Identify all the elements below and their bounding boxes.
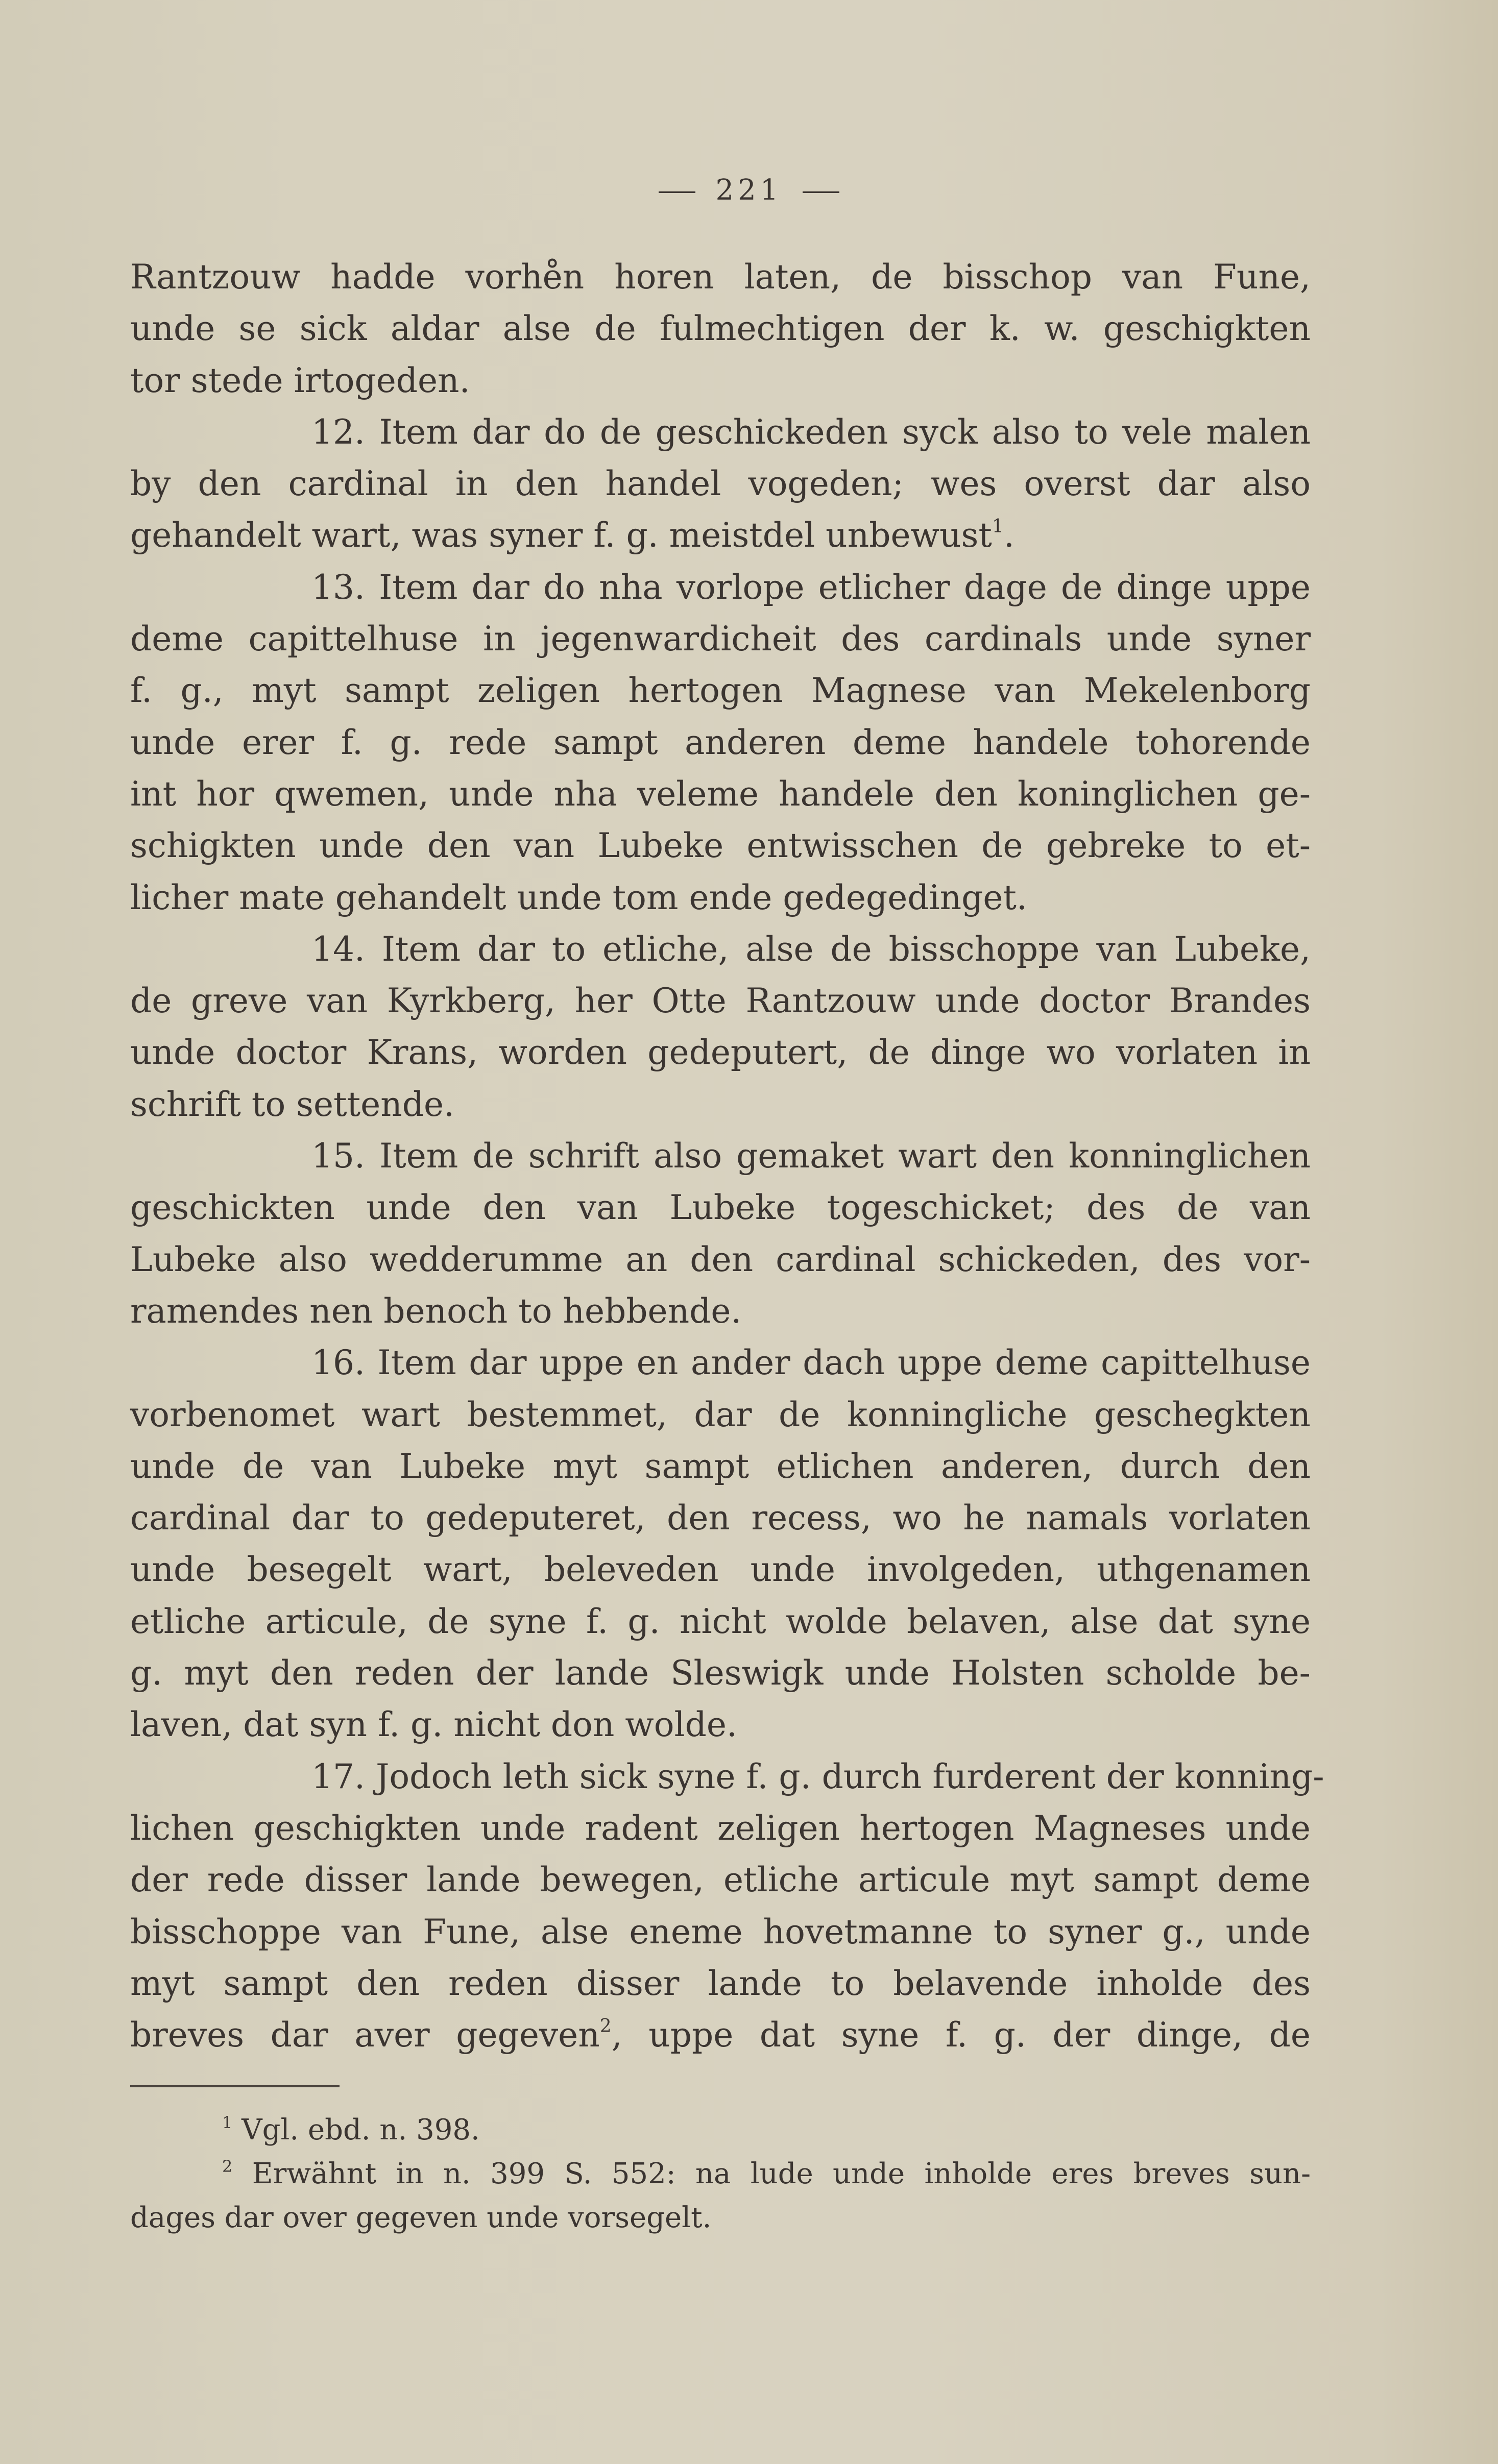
footnote-reference[interactable]: 1 [992, 516, 1004, 538]
text-line-content: Rantzouw hadde vorhe̊n horen laten, de bisschop van Fune, [130, 257, 1311, 297]
text-line-content: laven, dat syn f. g. nicht don wolde. [130, 1705, 737, 1745]
footnote-separator [130, 2085, 340, 2087]
text-line [130, 406, 1311, 458]
text-line-content: cardinal dar to gedeputeret, den recess, wo he namals vorlaten [130, 1498, 1311, 1538]
text-line-content: lichen geschigkten unde radent zeligen hertogen Magneses unde [130, 1808, 1311, 1848]
footnote-text: Erwähnt in n. 399 S. 552: na lude unde inholde eres breves sun- [252, 2157, 1311, 2190]
text-line [130, 975, 1311, 1027]
text-line-content: f. g., myt sampt zeligen hertogen Magnese van Mekelenborg [130, 671, 1311, 711]
text-line [130, 562, 1311, 613]
text-line-content: 12. Item dar do de geschickeden syck also to vele malen [311, 412, 1311, 452]
text-line-content: g. myt den reden der lande Sleswigk unde Holsten scholde be- [130, 1653, 1311, 1693]
text-line-content: geschickten unde den van Lubeke togeschicket; des de van [130, 1188, 1311, 1228]
text-line-content: ramendes nen benoch to hebbende. [130, 1291, 742, 1331]
text-line [130, 1492, 1311, 1544]
text-line-content: deme capittelhuse in jegenwardicheit des cardinals unde syner [130, 619, 1311, 659]
text-line-content: schrift to settende. [130, 1084, 454, 1124]
text-line [130, 355, 1311, 406]
header-dash-right [803, 191, 839, 193]
footnote-reference[interactable]: 2 [599, 2016, 612, 2037]
text-line [130, 1906, 1311, 1958]
main-text [130, 251, 1324, 2061]
text-line [130, 1751, 1324, 1802]
text-line-content: gehandelt wart, was syner f. g. meistdel unbewust [130, 516, 992, 555]
text-line-content: int hor qwemen, unde nha veleme handele den koninglichen ge- [130, 774, 1311, 814]
text-line-content: Lubeke also wedderumme an den cardinal schickeden, des vor- [130, 1239, 1311, 1279]
text-line-content: by den cardinal in den handel vogeden; wes overst dar also [130, 464, 1311, 504]
text-line-tail: . [1003, 516, 1014, 555]
text-line-content: schigkten unde den van Lubeke entwisschen de gebreke to et- [130, 826, 1311, 866]
text-line [130, 1958, 1311, 2009]
text-line-content: licher mate gehandelt unde tom ende gedegedinget. [130, 877, 1027, 917]
text-line-tail: , uppe dat syne f. g. der dinge, de [611, 2015, 1311, 2055]
text-line [130, 1854, 1311, 1906]
text-line [130, 1802, 1311, 1854]
text-line-content: der rede disser lande bewegen, etliche articule myt sampt deme [130, 1860, 1311, 1900]
text-line-content: etliche articule, de syne f. g. nicht wolde belaven, alse dat syne [130, 1601, 1311, 1641]
text-line [130, 1182, 1311, 1233]
text-line [130, 1079, 1311, 1130]
text-line-content: unde erer f. g. rede sampt anderen deme handele tohorende [130, 722, 1311, 762]
text-line [130, 303, 1311, 354]
footnote-marker: 2 [222, 2157, 233, 2176]
text-line-content: 15. Item de schrift also gemaket wart den konninglichen [311, 1136, 1311, 1176]
text-line-content: de greve van Kyrkberg, her Otte Rantzouw unde doctor Brandes [130, 981, 1311, 1021]
text-line-content: unde de van Lubeke myt sampt etlichen anderen, durch den [130, 1446, 1311, 1486]
text-line [130, 872, 1311, 923]
text-line-content: tor stede irtogeden. [130, 360, 470, 400]
text-line [130, 1130, 1311, 1182]
text-line [130, 2009, 1311, 2061]
text-line-content: unde besegelt wart, beleveden unde involgeden, uthgenamen [130, 1550, 1311, 1590]
text-line [130, 1337, 1311, 1388]
text-line [130, 1647, 1311, 1699]
text-line [130, 717, 1311, 768]
text-line [130, 509, 1311, 561]
text-line [130, 665, 1311, 716]
footnote-marker: 1 [222, 2113, 233, 2132]
text-line-content: 17. Jodoch leth sick syne f. g. durch furderent der konning- [311, 1756, 1324, 1796]
text-line [130, 1699, 1311, 1750]
text-line [130, 1441, 1311, 1492]
page-number: 221 [715, 174, 783, 207]
text-line-content: 16. Item dar uppe en ander dach uppe deme capittelhuse [311, 1343, 1311, 1383]
text-line [130, 251, 1311, 303]
footnote-line [130, 2108, 1311, 2152]
text-line [130, 1596, 1311, 1647]
text-line [130, 1389, 1311, 1441]
header-dash-left [659, 191, 695, 193]
footnote-line [130, 2196, 1311, 2240]
text-line [130, 820, 1311, 871]
text-line-content: vorbenomet wart bestemmet, dar de konningliche geschegkten [130, 1395, 1311, 1434]
page-number-header [0, 174, 1498, 207]
text-line [130, 768, 1311, 820]
text-line-content: unde se sick aldar alse de fulmechtigen der k. w. geschigkten [130, 309, 1311, 349]
text-line [130, 1285, 1311, 1337]
text-line [130, 613, 1311, 665]
text-line-content: 14. Item dar to etliche, alse de bisschoppe van Lubeke, [311, 929, 1311, 969]
footnote-text: Vgl. ebd. n. 398. [241, 2113, 480, 2146]
text-line-content: 13. Item dar do nha vorlope etlicher dage de dinge uppe [311, 567, 1311, 607]
text-line [130, 923, 1311, 975]
footnote-line [130, 2152, 1311, 2196]
text-line-content: breves dar aver gegeven [130, 2015, 600, 2055]
text-line-content: myt sampt den reden disser lande to belavende inholde des [130, 1963, 1311, 2003]
text-line [130, 1027, 1311, 1078]
text-line-content: unde doctor Krans, worden gedeputert, de dinge wo vorlaten in [130, 1033, 1311, 1072]
footnotes [130, 2108, 1311, 2240]
text-line [130, 458, 1311, 509]
text-line [130, 1234, 1311, 1285]
text-line [130, 1544, 1311, 1595]
text-line-content: bisschoppe van Fune, alse eneme hovetmanne to syner g., unde [130, 1912, 1311, 1951]
footnote-text: dages dar over gegeven unde vorsegelt. [130, 2201, 712, 2234]
